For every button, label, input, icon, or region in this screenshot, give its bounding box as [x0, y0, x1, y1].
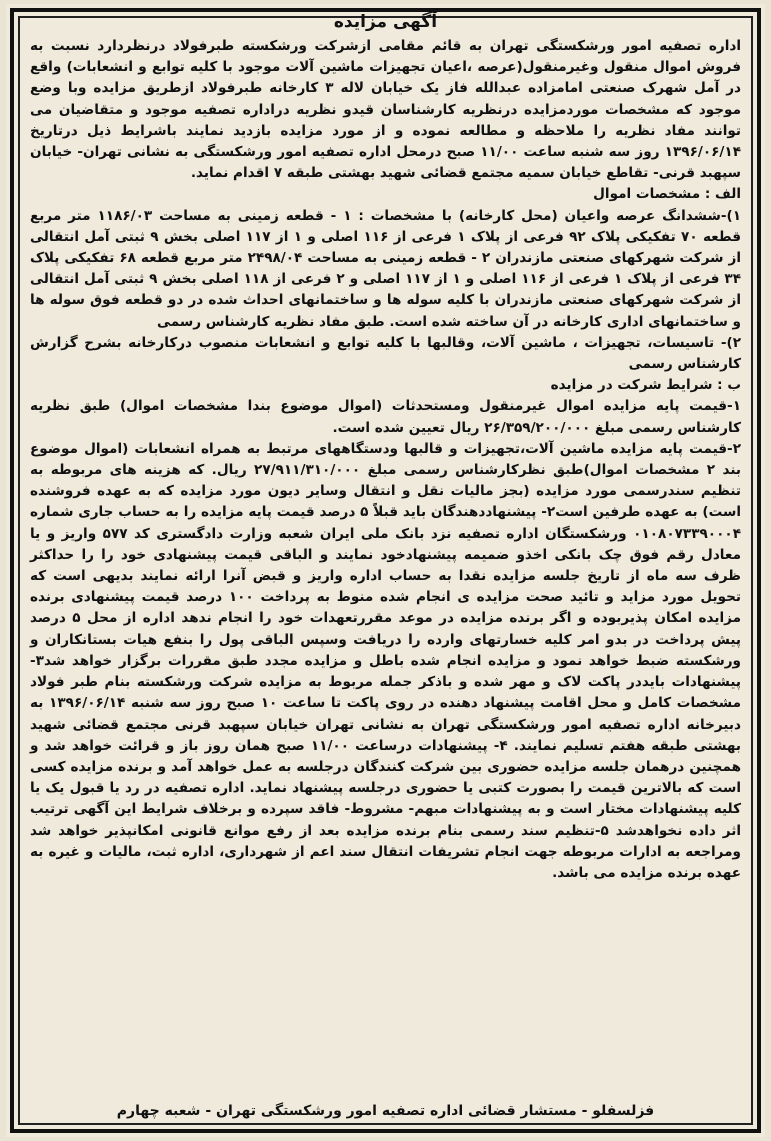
section-b-heading: ب : شرایط شرکت در مزایده [550, 377, 741, 394]
notice-sheet [6, 4, 765, 1137]
condition-2-onward: ۲-قیمت پایه مزایده ماشین آلات،تجهیزات و قالبها ودستگاههای مرتبط به همراه انشعابات (اموال موضوع بند ۲ مشخصات اموال)طبق نظرکارشناس رسمی مبلغ ۲۷/۹۱۱/۳۱۰/۰۰۰ ریال. که هزینه های مربوطه به تنظیم سندرسمی مورد مزایده (بجز مالیات نقل و انتقال وسایر دیون مورد مزایده که به عهده فروشنده است) به عهده طرفین است۲- پیشنهاددهندگان باید قبلاً ۵ درصد قیمت پایه مزایده را به حساب جاری شماره ۰۱۰۸۰۷۳۳۹۰۰۰۴ ورشکستگان اداره تصفیه نزد بانک ملی ایران شعبه وزارت دادگستری کد ۵۷۷ واریز و یا معادل رقم فوق چک بانکی اخذو ضمیمه پیشنهادخود نمایند و الباقی قیمت پیشنهادی خود را را حداکثر ظرف سه ماه از تاریخ جلسه مزایده نقدا به حساب اداره واریز و قبض آنرا ارائه نمایند بدیهی است که تحویل مورد مزاید و تائید صحت مزایده ی انجام شده منوط به پرداخت ۱۰۰ درصد قیمت پیشنهادی برنده مزایده امکان پذیربوده و اگر برنده مزایده در موعد مقررتعهدات خود را انجام ندهد اداره از محل ۵ درصد پیش پرداخت در بدو امر کلیه خسارتهای وارده را دریافت وسپس الباقی پول را بنفع هیات بستانکاران و ورشکسته ضبط خواهد نمود و مزایده انجام شده باطل و مزایده مجدد طبق مقررات برگزار خواهد شد۳- پیشنهادات بایددر پاکت لاک و مهر شده و باذکر جمله مربوط به مزایده شرکت ورشکسته بنام طبر فولاد مشخصات کامل و محل اقامت پیشنهاد دهنده در روی پاکت تا ساعت ۱۰ صبح روز سه شنبه ۱۳۹۶/۰۶/۱۴ به دبیرخانه اداره تصفیه امور ورشکستگی تهران به نشانی تهران خیابان سپهبد قرنی مجتمع قضائی شهید بهشتی طبقه هفتم تسلیم نمایند. ۴- پیشنهادات درساعت ۱۱/۰۰ صبح همان روز باز و قرائت خواهد شد و همچنین درهمان جلسه مزایده حضوری بین شرکت کنندگان درجلسه به عمل خواهد آمد و برنده مزایده کسی است که بالاترین قیمت را بصورت کتبی یا حضوری درجلسه پیشنهاد نماید. اداره تصفیه در رد یا قبول یک یا کلیه پیشنهادات مختار است و به پیشنهادات مبهم- مشروط- فاقد سپرده و برخلاف شرایط این آگهی ترتیب اثر داده نخواهدشد ۵-تنظیم سند رسمی بنام برنده مزایده بعد از رفع موانع قانونی امکانپذیر خواهد شد ومراجعه به ادارات مربوطه جهت انجام تشریفات انتقال سند اعم از شهرداری، اداره ثبت، مالیات و غیره به عهده برنده مزایده می باشد. [30, 440, 742, 881]
property-item-1: ۱)-ششدانگ عرصه واعیان (محل کارخانه) با مشخصات : ۱ - قطعه زمینی به مساحت ۱۱۸۶/۰۳ متر مربع قطعه ۷۰ تفکیکی پلاک ۹۲ فرعی از پلاک ۱ فرعی از ۱۱۶ اصلی و ۱ از ۱۱۷ اصلی بخش ۹ ثبتی آمل انتقالی از شرکت شهرکهای صنعتی مازندران ۲ - قطعه زمینی به مساحت ۲۴۹۸/۰۴ متر مربع قطعه ۶۸ تفکیکی پلاک ۳۴ فرعی از پلاک ۱ فرعی از ۱۱۶ اصلی و ۱ از ۱۱۷ اصلی و ۲ فرعی از ۱۱۸ اصلی بخش ۹ ثبتی آمل انتقالی از شرکت شهرکهای صنعتی مازندران با کلیه سوله ها و ساختمانهای احداث شده در دو قطعه فوق سوله ها و ساختمانهای اداری کارخانه در آن ساخته شده است. طبق مفاد نظریه کارشناس رسمی [30, 207, 742, 330]
property-item-2: ۲)- تاسیسات، تجهیزات ، ماشین آلات، وقالبها با کلیه توابع و انشعابات منصوب درکارخانه بشرح گزارش کارشناس رسمی [30, 334, 741, 373]
condition-1: ۱-قیمت پایه مزایده اموال غیرمنقول ومستحدثات (اموال موضوع بندا مشخصات اموال) طبق نظریه کارشناس رسمی مبلغ ۲۶/۳۵۹/۲۰۰/۰۰۰ ریال تعیین شده است. [30, 398, 741, 436]
notice-body [30, 36, 741, 884]
intro-paragraph: اداره تصفیه امور ورشکستگی تهران به قائم مقامی ازشرکت ورشکسته طبرفولاد درنظردارد نسبت به فروش اموال منقول وغیرمنقول(عرصه ،اعیان تجهیزات ماشین آلات موجود با کلیه توابع و انشعابات) واقع در آمل شهرک صنعتی امامزاده عبدالله فاز یک خیابان لاله ۳ کارخانه طبرفولاد ازطریق مزایده وبا وضع موجود که مشخصات موردمزایده درنظریه کارشناسان قیدو نظریه دراداره تصفیه موجود و متقاضیان می توانند مفاد نظریه را ملاحظه و مطالعه نموده و از مورد مزایده بازدید نمایند باشرایط ذیل درتاریخ ۱۳۹۶/۰۶/۱۴ روز سه شنبه ساعت ۱۱/۰۰ صبح درمحل اداره تصفیه امور ورشکستگی به نشانی تهران- خیابان سپهبد قرنی- تقاطع خیابان سمیه مجتمع قضائی شهید بهشتی طبقه ۷ اقدام نماید. [30, 38, 741, 182]
notice-title: آگهی مزایده [333, 12, 438, 32]
signature-line: فزلسفلو - مستشار قضائی اداره تصفیه امور ورشکستگی تهران - شعبه چهارم [116, 1103, 655, 1119]
section-a-heading: الف : مشخصات اموال [593, 186, 741, 203]
